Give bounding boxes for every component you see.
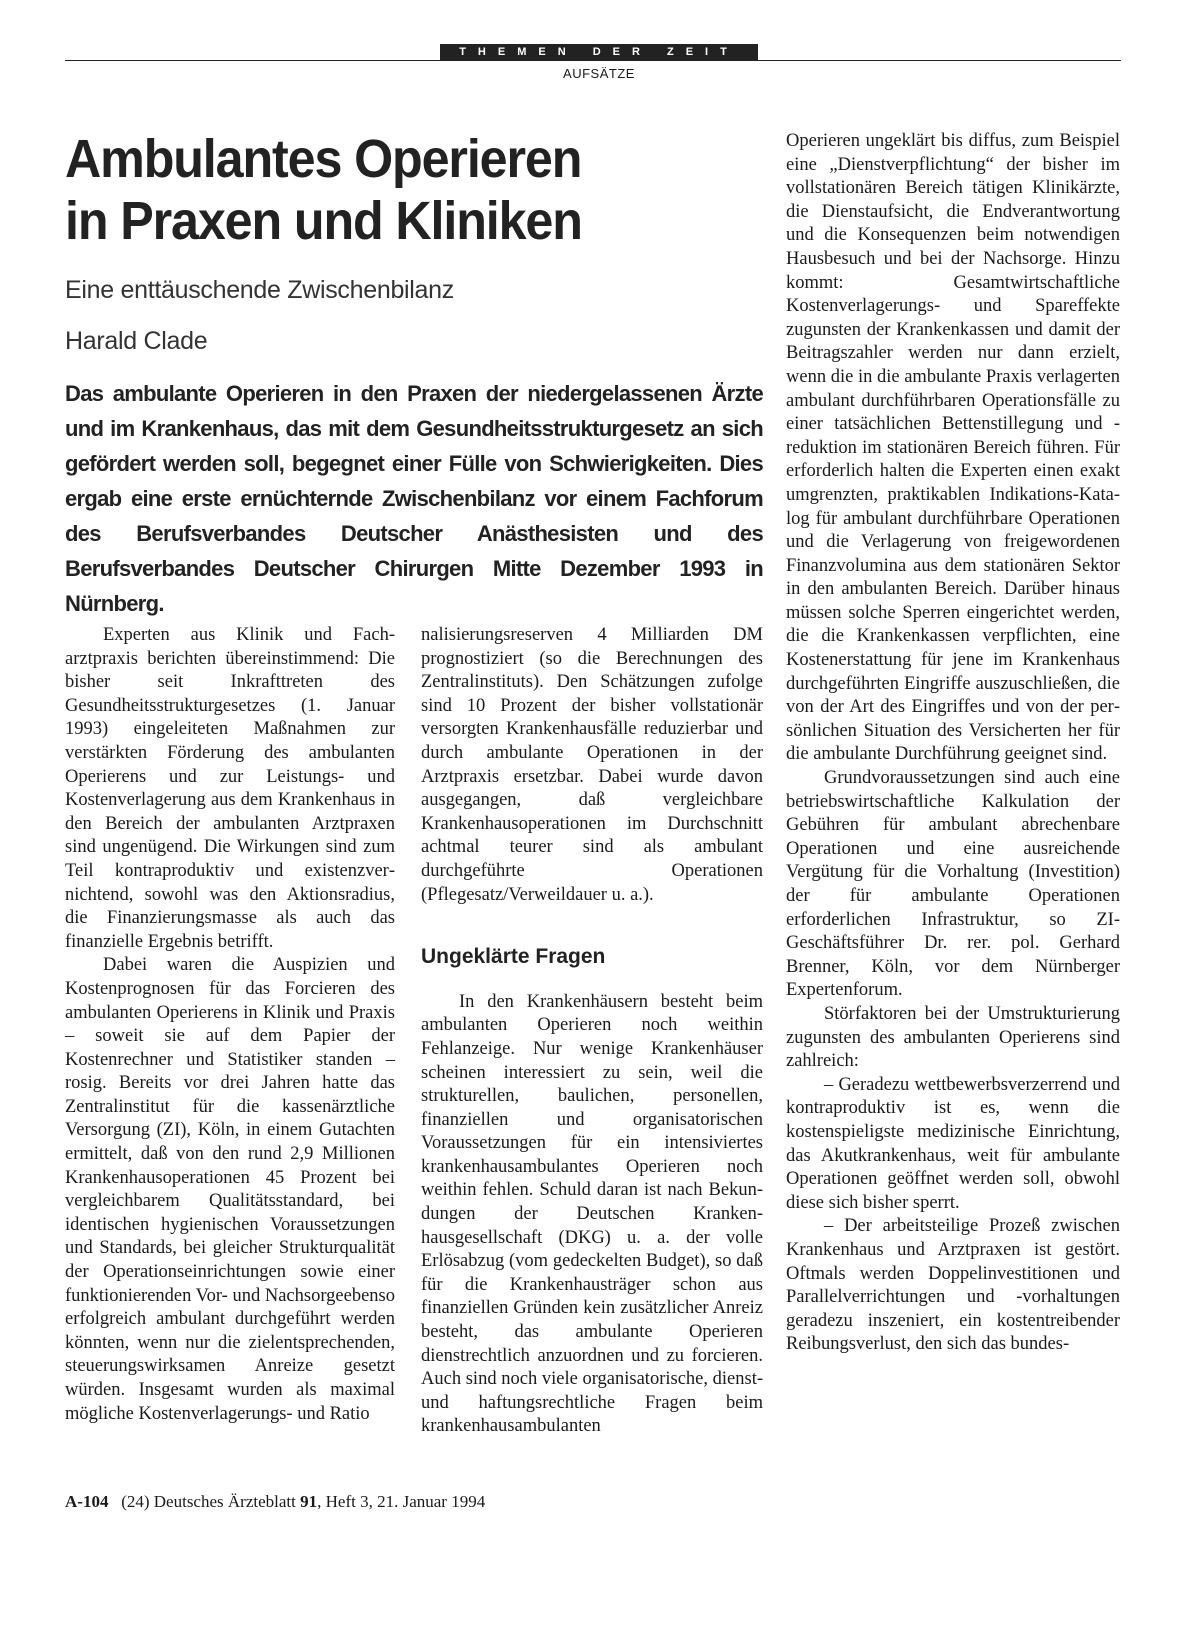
article-title-line1: Ambulantes Operieren: [65, 129, 582, 189]
article-subtitle: Eine enttäuschende Zwischenbilanz: [65, 276, 454, 304]
paragraph: Operieren ungeklärt bis diffus, zum Beispiel eine „Dienstverpflichtung“ der bisher im vollstationären Bereich tätigen Klinikärzte, die Dienstaufsicht, die Endverantwortung und die Konsequenzen beim notwendigen Hausbesuch und bei der Nachsorge. Hinzu kommt: Gesamtwirtschaftliche Kostenverlagerungs- und Spareffekte zugunsten der Krankenkassen und damit der Beitragszahler werden nur dann erzielt, wenn die in die ambulante Praxis verlagerten ambulant durchführbaren Operationsfälle zu einer tatsächlichen Bettenstillegung und -reduktion im stationären Bereich führen. Für erforderlich halten die Experten einen exakt umgrenzten, praktikablen Indikations-Katalog für ambulant durchführbare Operationen und die Verlagerung von freigewordenen Finanzvolumina aus dem stationären Sektor in den ambulanten Bereich. Darüber hinaus müssen solche Sperren eingerichtet werden, die die Krankenkassen verpflichten, eine Kostenerstattung für jene im Krankenhaus durchgeführten Eingriffe auszuschließen, die von der Art des Eingriffes und von der persönlichen Situation des Versicherten her für die ambulante Durchführung geeignet sind.: [786, 131, 1120, 765]
page-code: A-104: [65, 1492, 109, 1511]
article-lead: Das ambulante Operieren in den Praxen der niedergelassenen Ärzte und im Krankenhaus, das mit dem Gesundheitsstrukturgesetz an sich gefördert werden soll, begegnet einer Fülle von Schwierigkeiten. Dies ergab eine erste ernüchternde Zwischenbilanz vor einem Fachforum des Berufsverbandes Deutscher Anästhesisten und des Berufsverbandes Deutscher Chirurgen Mitte Dezember 1993 in Nürnberg.: [65, 381, 763, 616]
paragraph: In den Krankenhäusern besteht beim ambulanten Operieren noch weithin Fehlanzeige. Nur wenige Krankenhäuser scheinen interessiert zu sein, weil die strukturellen, baulichen, personellen, finanziellen und organisatorischen Voraussetzungen für ein intensiviertes krankenhausambulantes Operieren noch weithin fehlen. Schuld daran ist nach Bekundungen der Deutschen Krankenhausgesellschaft (DKG) u. a. der volle Erlösabzug (vom gedeckelten Budget), so daß für die Krankenhausträger schon aus finanziellen Gründen kein zusätzlicher Anreiz besteht, das ambulante Operieren dienstrechtlich anzuordnen und zu forcieren. Auch sind noch viele organisatorische, dienst- und haftungsrechtliche Fragen beim krankenhausambulanten: [421, 991, 763, 1437]
paragraph: – Geradezu wettbewerbsverzerrend und kontraproduktiv ist es, wenn die kostenspieligste medizinische Einrichtung, das Akutkrankenhaus, weit für ambulante Operationen geöffnet werden soll, obwohl diese sich bisher sperrt.: [786, 1074, 1120, 1213]
text-column-3: [786, 130, 1120, 1357]
article-header: [65, 128, 763, 621]
section-banner: THEMEN DER ZEIT: [440, 44, 758, 61]
paragraph: Experten aus Klinik und Facharztpraxis berichten übereinstimmend: Die bisher seit Inkrafttreten des Gesundheitsstrukturgesetzes (1. Januar 1993) eingeleiteten Maßnahmen zur verstärkten Förderung des ambulanten Operierens und zur Leistungs- und Kostenverlagerung aus dem Krankenhaus in den Bereich der ambulanten Arztpraxen sind ungenügend. Die Wirkungen sind zum Teil kontraproduktiv und existenzvernichtend, sowohl was den Aktionsradius, die Finanzierungsmasse als auch das finanzielle Ergebnis betrifft.: [65, 625, 395, 952]
citation-suffix: , Heft 3, 21. Januar 1994: [317, 1492, 486, 1511]
section-label: AUFSÄTZE: [563, 66, 635, 81]
article-author: Harald Clade: [65, 327, 208, 355]
text-column-2: [421, 624, 763, 1439]
paragraph: – Der arbeitsteilige Prozeß zwischen Krankenhaus und Arztpraxen ist gestört. Oftmals werden Doppelinvestitionen und Parallelverrichtungen und -vorhaltungen geradezu inszeniert, ein kostentreibender Reibungsverlust, den sich das bundes-: [786, 1216, 1120, 1355]
paragraph: Dabei waren die Auspizien und Kostenprognosen für das Forcieren des ambulanten Operierens in Klinik und Praxis – soweit sie auf dem Papier der Kostenrechner und Statistiker standen – rosig. Bereits vor drei Jahren hatte das Zentralinstitut für die kassenärztliche Versorgung (ZI), Köln, in einem Gutachten ermittelt, daß von den rund 2,9 Millionen Krankenhausoperationen 45 Prozent bei vergleichbarem Qualitätsstandard, bei identischen hygienischen Voraussetzungen und Standards, bei gleicher Strukturqualität der Operationseinrichtungen sowie einer funktionierenden Vor- und Nachsorgeebenso erfolgreich ambulant durchgeführt werden könnten, wenn nur die zielentsprechenden, steuerungswirksamen Anreize gesetzt würden. Insgesamt wurden als maximal mögliche Kostenverlagerungs- und Ratio: [65, 955, 395, 1424]
page-footer: [65, 1492, 485, 1512]
paragraph: Störfaktoren bei der Umstrukturierung zugunsten des ambulanten Operierens sind zahlreich:: [786, 1003, 1120, 1072]
text-column-1: [65, 624, 395, 1426]
section-subheading: Ungeklärte Fragen: [421, 945, 606, 969]
citation-volume: 91: [300, 1492, 318, 1511]
paragraph: nalisierungsreserven 4 Milliarden DM prognostiziert (so die Berechnungen des Zentralinstituts). Den Schätzungen zufolge sind 10 Prozent der bisher vollstationär versorgten Krankenhausfälle reduzierbar und durch ambulante Operationen in der Arztpraxis ersetzbar. Dabei wurde davon ausgegangen, daß vergleichbare Krankenhausoperationen im Durchschnitt achtmal teurer sind als ambulant durchgeführte Operationen (Pflegesatz/Verweildauer u. a.).: [421, 625, 763, 905]
paragraph: Grundvoraussetzungen sind auch eine betriebswirtschaftliche Kalkulation der Gebühren für ambulant abrechenbare Operationen und eine ausreichende Vergütung für die Vorhaltung (Investition) der für ambulante Operationen erforderlichen Infrastruktur, so ZI-Geschäftsführer Dr. rer. pol. Gerhard Brenner, Köln, vor dem Nürnberger Expertenforum.: [786, 768, 1120, 1001]
citation-prefix: (24) Deutsches Ärzteblatt: [121, 1492, 296, 1511]
article-title-line2: in Praxen und Kliniken: [65, 191, 582, 251]
article-title: [65, 128, 714, 252]
